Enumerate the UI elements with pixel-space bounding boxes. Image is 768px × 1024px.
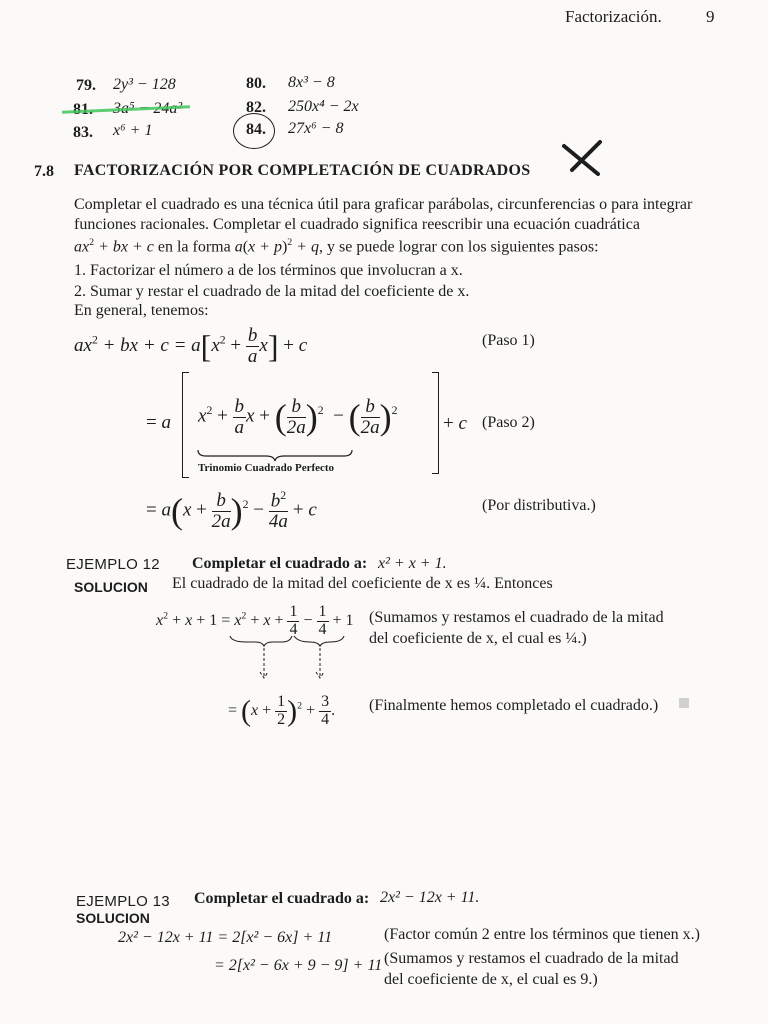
note-line: (Sumamos y restamos el cuadrado de la mitad <box>384 950 679 967</box>
grouping-arrows-icon <box>228 634 348 684</box>
exercise-number: 79. <box>76 77 96 94</box>
intro-text: en la forma <box>157 238 231 256</box>
final-note: (Finalmente hemos completado el cuadrado.) <box>369 697 659 714</box>
exercise-expression: 27x⁶ − 8 <box>288 120 344 137</box>
solucion-label: SOLUCION <box>74 579 148 595</box>
exercise-expression: 250x⁴ − 2x <box>288 98 359 115</box>
example-title: Completar el cuadrado a: <box>192 555 368 572</box>
header-section-title: Factorización. <box>565 7 662 26</box>
example-title: Completar el cuadrado a: <box>194 890 370 907</box>
exercise-number: 84. <box>246 121 266 138</box>
equation-paso2: $x^2$ + $\frac{b}{a}$ x + ( $\frac{b}{2a}$ )$^2$ − ( $\frac{b}{2a}$ )$^2$ <box>198 395 398 438</box>
exercise-expression: x⁶ + 1 <box>113 122 153 139</box>
example-label: EJEMPLO 13 <box>76 893 170 910</box>
intro-line: funciones racionales. Completar el cuadrado significa reescribir una ecuación cuadrática <box>74 216 640 233</box>
note-line: (Factor común 2 entre los términos que tienen x.) <box>384 926 700 943</box>
intro-text: , y se puede lograr con los siguientes pasos: <box>319 238 599 256</box>
example-label: EJEMPLO 12 <box>66 556 160 573</box>
section-title: FACTORIZACIÓN POR COMPLETACIÓN DE CUADRADOS <box>74 162 531 179</box>
page-number: 9 <box>706 7 715 26</box>
note-line: (Sumamos y restamos el cuadrado de la mitad <box>369 609 664 626</box>
exercise-expression: 8x³ − 8 <box>288 74 335 91</box>
intro-line-formula: $ax^2$ + bx + c en la forma $a(x + p)^2 + q$, y se puede lograr con los siguientes pasos: <box>74 237 599 256</box>
solucion-label: SOLUCION <box>76 910 150 926</box>
equals-a: = a <box>146 412 171 433</box>
equation-paso1: $ax^2$ + bx + $c = a[x^2$ + $\frac{b}{a}$ x] + c <box>74 325 308 367</box>
exercise-number: 80. <box>246 75 266 92</box>
bracket-right <box>432 372 439 474</box>
exercise-expression: 2y³ − 128 <box>113 76 176 93</box>
exercise-number: 82. <box>246 99 266 116</box>
general-label: En general, tenemos: <box>74 302 209 319</box>
example13-line1: 2x² − 12x + 11 = 2[x² − 6x] + 11 <box>118 929 333 946</box>
intro-line: Completar el cuadrado es una técnica útil para graficar parábolas, circunferencias o para integrar <box>74 196 693 213</box>
equation-distributiva: = a(x + $\frac{b}{2a}$ )$^2$ − $\frac{b^2}{4a}$ + c <box>146 489 317 533</box>
step-2: 2. Sumar y restar el cuadrado de la mitad del coeficiente de x. <box>74 283 470 300</box>
example-expression: x² + x + 1. <box>378 555 447 572</box>
cross-mark-icon <box>560 140 606 176</box>
solution-text: El cuadrado de la mitad del coeficiente de x es ¼. Entonces <box>172 575 553 592</box>
step-1: 1. Factorizar el número a de los términos que involucran a x. <box>74 262 463 279</box>
paso2-label: (Paso 2) <box>482 414 535 431</box>
paso1-label: (Paso 1) <box>482 332 535 349</box>
underbrace-icon <box>196 448 354 462</box>
example12-equation: $x^2 + x + 1 = x^2 + x$ + $\frac{1}{4}$ − $\frac{1}{4}$ + 1 <box>156 603 354 638</box>
plus-c: + c <box>443 413 467 434</box>
smudge-mark <box>679 698 689 708</box>
note-line: del coeficiente de x, el cual es 9.) <box>384 971 598 988</box>
note-line: del coeficiente de x, el cual es ¼.) <box>369 630 587 647</box>
example13-line2: = 2[x² − 6x + 9 − 9] + 11 <box>214 957 383 974</box>
example-expression: 2x² − 12x + 11. <box>380 889 480 906</box>
bracket-left <box>182 372 189 478</box>
exercise-number: 83. <box>73 124 93 141</box>
section-number: 7.8 <box>34 163 54 180</box>
example12-result: = (x + $\frac{1}{2}$ )$^2$ + $\frac{3}{4}$ . <box>228 693 336 728</box>
trinomio-label: Trinomio Cuadrado Perfecto <box>198 462 335 474</box>
distributiva-label: (Por distributiva.) <box>482 497 596 514</box>
